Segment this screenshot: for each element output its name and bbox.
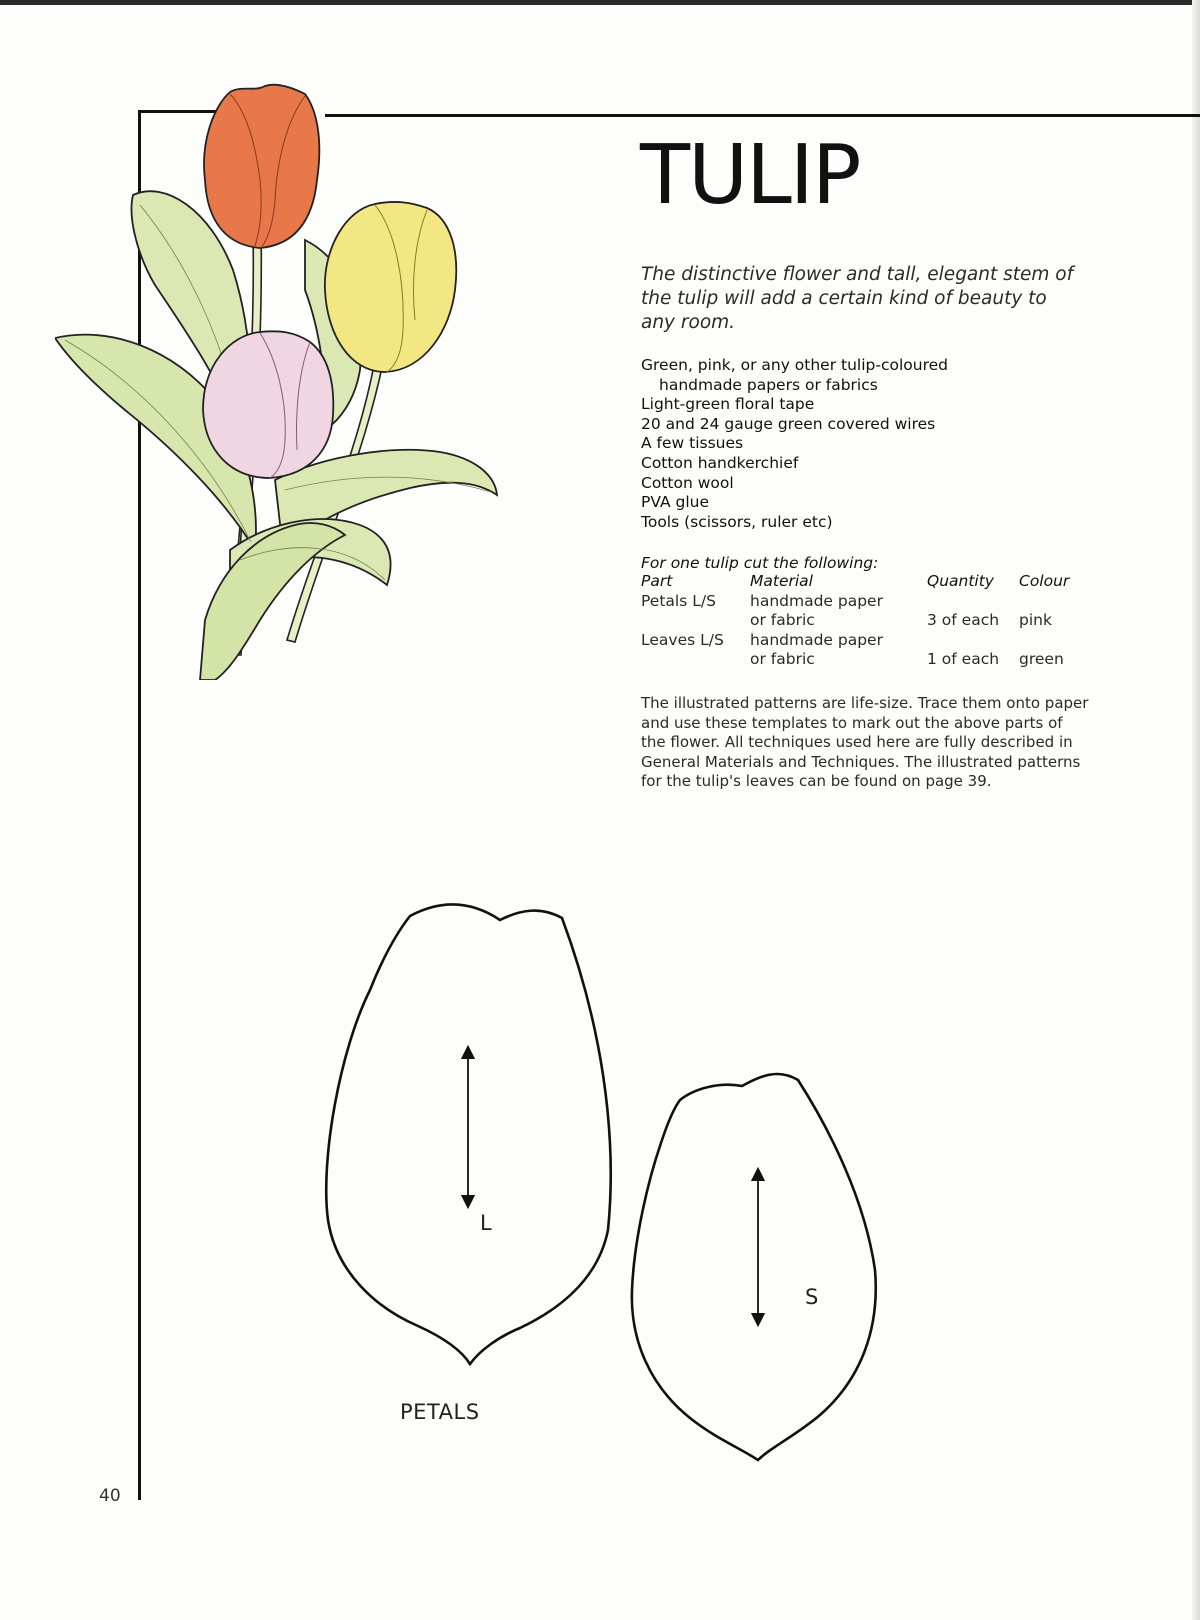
list-item: A few tissues <box>641 434 744 453</box>
header-colour: Colour <box>1019 572 1070 590</box>
small-petal-label: S <box>805 1285 819 1309</box>
cell-material: or fabric <box>750 650 815 669</box>
scan-edge-right <box>1192 0 1200 1620</box>
cell-quantity: 3 of each <box>927 611 1000 630</box>
table-row <box>641 650 1089 670</box>
list-item: Cotton handkerchief <box>641 453 799 472</box>
table-row <box>641 631 1089 651</box>
table-header-row <box>641 572 1089 592</box>
page-number: 40 <box>99 1486 121 1506</box>
cell-material: handmade paper <box>750 591 883 610</box>
large-petal-template <box>326 904 610 1364</box>
list-item: 20 and 24 gauge green covered wires <box>641 414 936 433</box>
list-item: Light-green floral tape <box>641 395 815 414</box>
page-title: TULIP <box>640 128 860 223</box>
cell-part: Petals L/S <box>641 591 716 610</box>
list-item: PVA glue <box>641 493 709 512</box>
list-item: Green, pink, or any other tulip-coloured <box>641 356 948 374</box>
orange-tulip-flower <box>204 85 319 248</box>
cell-colour: green <box>1019 650 1064 669</box>
header-quantity: Quantity <box>927 572 994 590</box>
yellow-tulip-flower <box>325 202 456 372</box>
petals-caption: PETALS <box>400 1400 480 1424</box>
petal-patterns <box>300 900 920 1520</box>
small-petal-outline <box>632 1074 876 1460</box>
list-item: Cotton wool <box>641 473 734 492</box>
small-petal-template <box>632 1074 876 1460</box>
instructions-note: The illustrated patterns are life-size. Trace them onto paper and use these templates to mark out the above parts of the flower. All techniques used here are fully described in General Materials and Techniques. The illustrated patterns for the tulip's leaves can be found on page 39. <box>641 694 1089 791</box>
cutting-table <box>641 572 1089 670</box>
header-material: Material <box>750 572 813 590</box>
list-item: handmade papers or fabrics <box>659 375 878 394</box>
header-part: Part <box>641 572 673 590</box>
pink-tulip-flower <box>203 331 333 478</box>
intro-text: The distinctive flower and tall, elegant stem of the tulip will add a certain kind of beauty to any room. <box>641 264 1074 333</box>
cell-quantity: 1 of each <box>927 650 1000 669</box>
tulip-illustration <box>55 80 525 680</box>
scan-edge-top <box>0 0 1200 5</box>
cell-material: handmade paper <box>750 630 883 649</box>
list-item: Tools (scissors, ruler etc) <box>641 512 833 531</box>
cell-material: or fabric <box>750 611 815 630</box>
table-row <box>641 592 1089 612</box>
large-petal-label: L <box>480 1211 492 1235</box>
materials-list <box>641 356 948 532</box>
cutting-heading: For one tulip cut the following: <box>641 554 879 572</box>
table-row <box>641 611 1089 631</box>
cell-part: Leaves L/S <box>641 630 724 649</box>
cell-colour: pink <box>1019 611 1052 630</box>
